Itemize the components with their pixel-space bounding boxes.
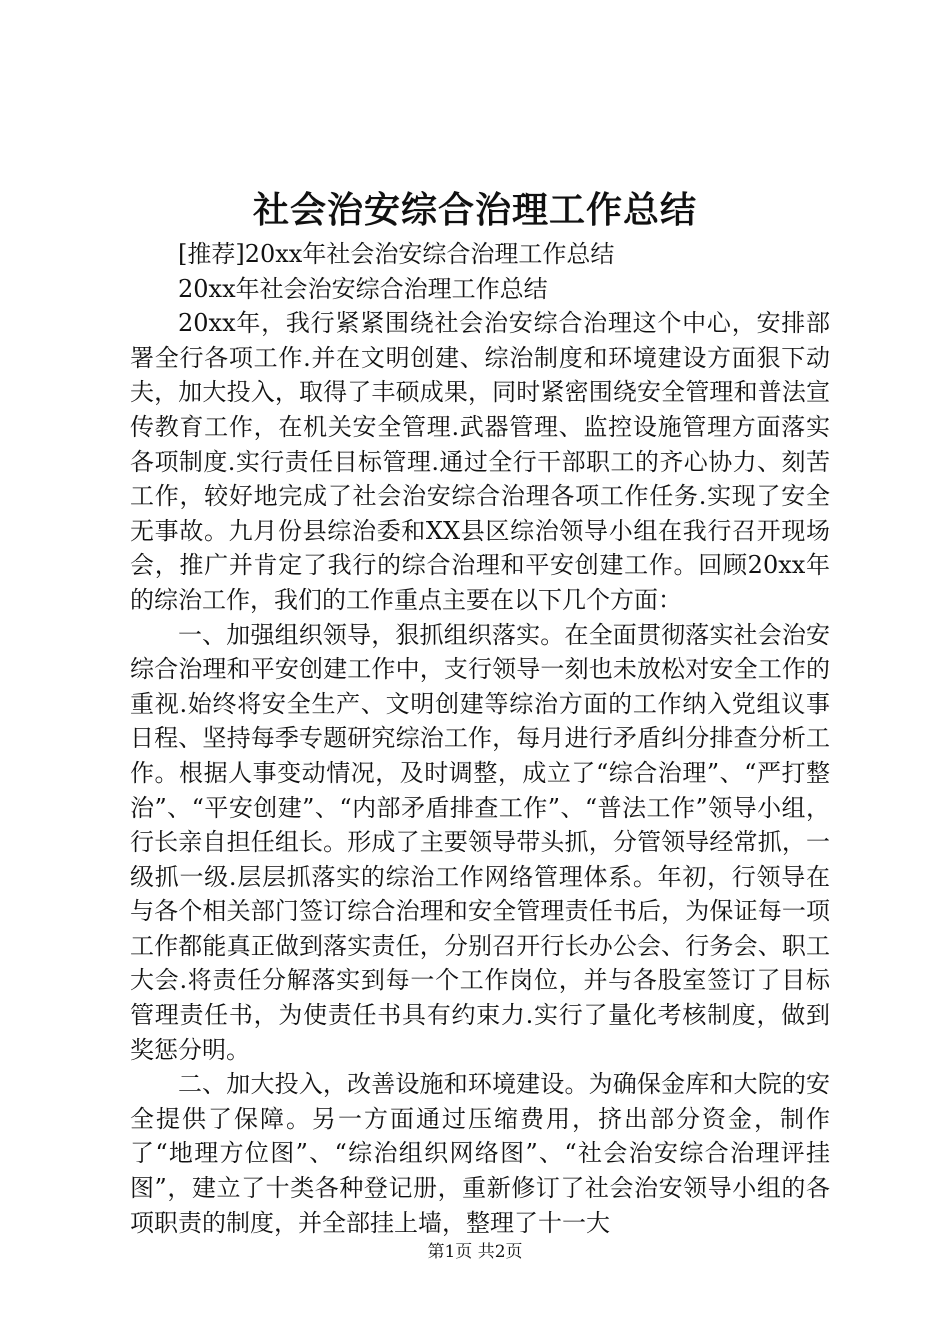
paragraph-section-two: 二、加大投入，改善设施和环境建设。为确保金库和大院的安全提供了保障。另一方面通过压缩费用，挤出部分资金，制作了“地理方位图”、“综治组织网络图”、“社会治安综合治理评挂图”，建立了十类各种登记册，重新修订了社会治安领导小组的各项职责的制度，并全部挂上墙，整理了十一大 <box>130 1070 830 1237</box>
document-body <box>130 237 830 1240</box>
paragraph-recommend-heading: [推荐]20xx年社会治安综合治理工作总结 <box>178 240 615 268</box>
paragraph-subtitle: 20xx年社会治安综合治理工作总结 <box>178 274 548 303</box>
paragraph-intro: 20xx年，我行紧紧围绕社会治安综合治理这个中心，安排部署全行各项工作.并在文明创建、综治制度和环境建设方面狠下动夫，加大投入，取得了丰硕成果，同时紧密围绕安全管理和普法宣传教育工作，在机关安全管理.武器管理、监控设施管理方面落实各项制度.实行责任目标管理.通过全行干部职工的齐心协力、刻苦工作，较好地完成了社会治安综合治理各项工作任务.实现了安全无事故。九月份县综治委和XX县区综治领导小组在我行召开现场会，推广并肯定了我行的综合治理和平安创建工作。回顾20xx年的综治工作，我们的工作重点主要在以下几个方面： <box>130 309 830 614</box>
document-title: 社会治安综合治理工作总结 <box>252 189 697 231</box>
page-number-footer: 第1页 共2页 <box>427 1242 523 1262</box>
paragraph-section-one: 一、加强组织领导，狠抓组织落实。在全面贯彻落实社会治安综合治理和平安创建工作中，支行领导一刻也未放松对安全工作的重视.始终将安全生产、文明创建等综治方面的工作纳入党组议事日程、坚持每季专题研究综治工作，每月进行矛盾纠分排查分析工作。根据人事变动情况，及时调整，成立了“综合治理”、“严打整治”、“平安创建”、“内部矛盾排查工作”、“普法工作”领导小组，行长亲自担任组长。形成了主要领导带头抓，分管领导经常抓，一级抓一级.层层抓落实的综治工作网络管理体系。年初，行领导在与各个相关部门签订综合治理和安全管理责任书后，为保证每一项工作都能真正做到落实责任，分别召开行长办公会、行务会、职工大会.将责任分解落实到每一个工作岗位，并与各股室签订了目标管理责任书，为使责任书具有约束力.实行了量化考核制度，做到奖惩分明。 <box>130 620 830 1064</box>
